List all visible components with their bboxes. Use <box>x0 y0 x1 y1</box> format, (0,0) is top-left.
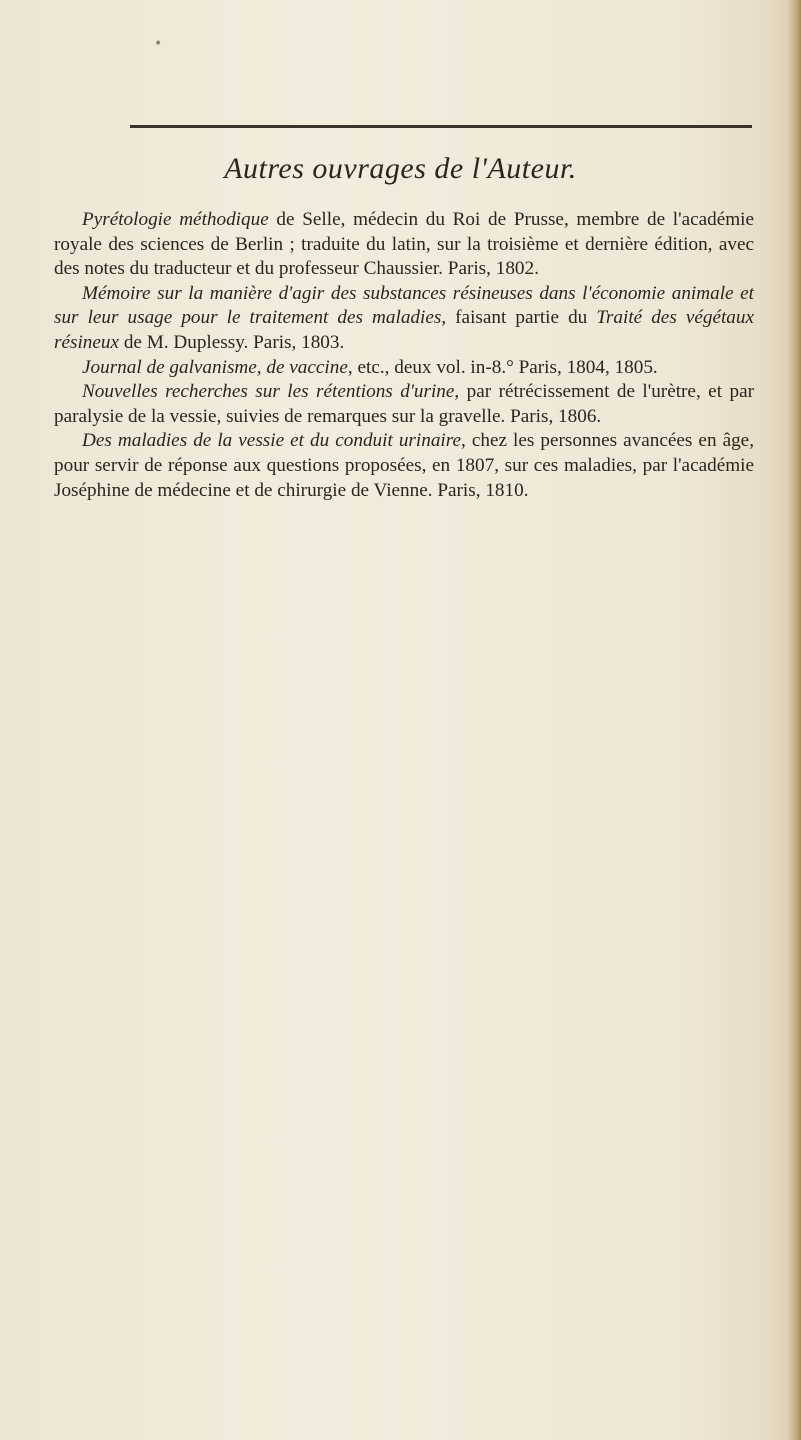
bibliography-entry <box>54 208 754 282</box>
entry-text: , chez les personnes avancées en âge, pour servir de réponse aux questions proposées, en 1807, sur ces maladies, par l'académie Joséphine de médecine et de chirurgie de Vienne. Paris, 1810. <box>54 430 754 501</box>
bibliography-entry <box>54 380 754 429</box>
entry-text: , etc., deux vol. in-8.° Paris, 1804, 1805. <box>347 356 658 378</box>
page-edge-shadow <box>787 0 801 1440</box>
top-rule <box>130 125 752 128</box>
bibliography-entry <box>54 356 754 381</box>
bibliography-entry <box>54 282 754 356</box>
bibliography-entry <box>54 429 754 503</box>
entry-text: , par rétrécissement de l'urètre, et par paralysie de la vessie, suivies de remarques sur la gravelle. Paris, 1806. <box>54 381 754 427</box>
entry-text: de Selle, médecin du Roi de Prusse, membre de l'académie royale des sciences de Berlin ; traduite du latin, sur la troisième et dernière édition, avec des notes du traducteur et du professeur Chaussier. Paris, 1802. <box>54 209 755 280</box>
entry-subtitle: Traité des végétaux résineux <box>54 307 755 353</box>
entry-title: Des maladies de la vessie et du conduit urinaire <box>82 430 462 452</box>
entry-title: Journal de galvanisme, de vaccine <box>82 356 348 378</box>
bibliography-list <box>54 208 754 503</box>
entry-title: Nouvelles recherches sur les rétentions d'urine <box>82 381 455 403</box>
ink-speck: • <box>154 36 163 52</box>
entry-title: Pyrétologie méthodique <box>82 209 269 230</box>
entry-title: Mémoire sur la manière d'agir des substances résineuses dans l'économie animale et sur leur usage pour le traitement des maladies <box>54 282 754 329</box>
page-heading: Autres ouvrages de l'Auteur. <box>224 152 577 185</box>
entry-text: , faisant partie du <box>441 307 597 329</box>
entry-text-end: de M. Duplessy. Paris, 1803. <box>119 331 345 353</box>
